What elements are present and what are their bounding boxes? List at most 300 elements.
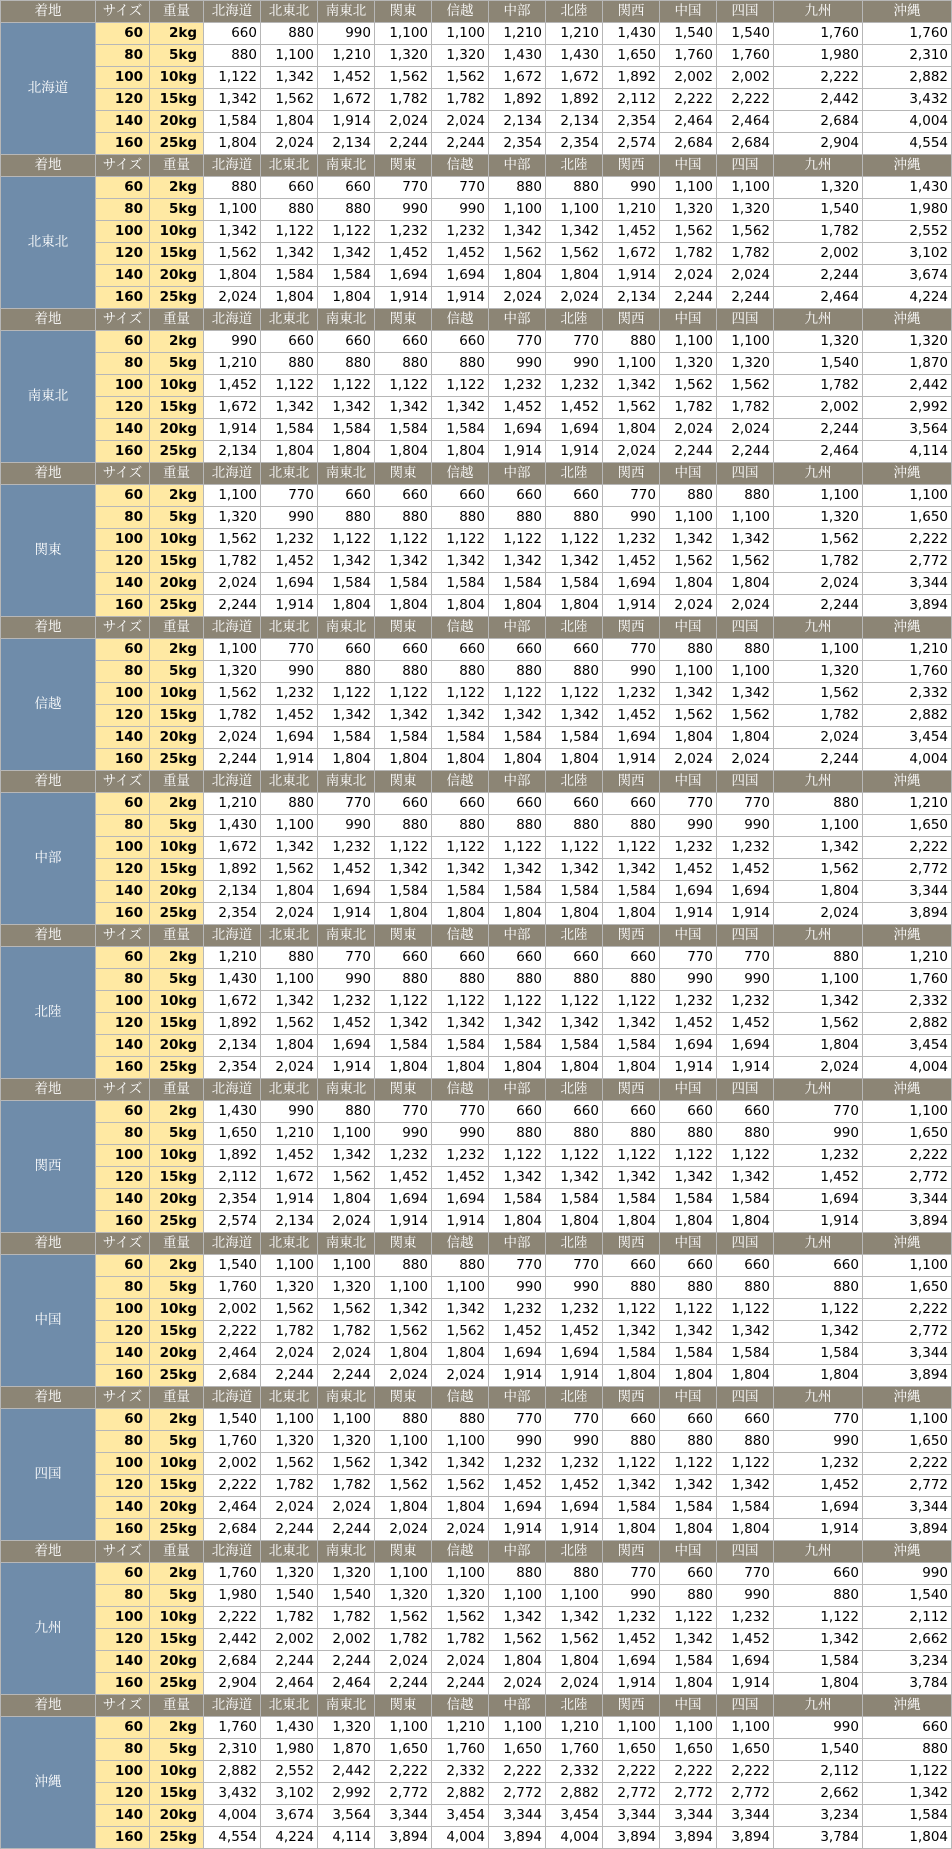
rate-cell: 1,342 (660, 1475, 717, 1497)
rate-cell: 660 (261, 331, 318, 353)
header-region: 北海道 (204, 771, 261, 793)
rate-cell: 880 (318, 353, 375, 375)
rate-cell: 2,464 (717, 111, 774, 133)
header-region: 沖縄 (863, 771, 952, 793)
weight-cell: 25kg (150, 1057, 204, 1079)
rate-cell: 1,782 (717, 397, 774, 419)
rate-cell: 1,122 (489, 991, 546, 1013)
rate-cell: 2,992 (318, 1783, 375, 1805)
rate-cell: 1,584 (375, 573, 432, 595)
rate-cell: 1,562 (318, 1453, 375, 1475)
rate-cell: 1,342 (375, 1453, 432, 1475)
header-region: 信越 (432, 925, 489, 947)
rate-cell: 1,562 (660, 551, 717, 573)
header-region: 四国 (717, 463, 774, 485)
rate-cell: 880 (432, 353, 489, 375)
size-cell: 120 (96, 1167, 150, 1189)
rate-cell: 880 (717, 639, 774, 661)
rate-cell: 1,342 (432, 859, 489, 881)
weight-cell: 2kg (150, 177, 204, 199)
rate-cell: 1,562 (717, 221, 774, 243)
rate-cell: 1,320 (863, 331, 952, 353)
rate-cell: 1,100 (660, 177, 717, 199)
rate-cell: 3,344 (863, 573, 952, 595)
header-region: 中部 (489, 1, 546, 23)
rate-cell: 1,870 (318, 1739, 375, 1761)
rate-cell: 1,584 (489, 573, 546, 595)
rate-cell: 1,804 (375, 595, 432, 617)
rate-cell: 1,452 (261, 705, 318, 727)
rate-cell: 1,232 (774, 1145, 863, 1167)
rate-cell: 1,320 (660, 199, 717, 221)
rate-cell: 1,342 (204, 221, 261, 243)
rate-cell: 660 (432, 639, 489, 661)
table-row (1, 1607, 952, 1629)
rate-cell: 1,122 (660, 1607, 717, 1629)
rate-cell: 2,222 (863, 529, 952, 551)
rate-cell: 1,100 (774, 815, 863, 837)
rate-cell: 2,244 (318, 1519, 375, 1541)
header-region: 北陸 (546, 1387, 603, 1409)
rate-cell: 770 (603, 485, 660, 507)
rate-cell: 1,672 (489, 67, 546, 89)
rate-cell: 1,914 (489, 1365, 546, 1387)
rate-cell: 4,004 (204, 1805, 261, 1827)
size-cell: 80 (96, 969, 150, 991)
rate-cell: 1,452 (375, 1167, 432, 1189)
rate-cell: 1,694 (603, 1651, 660, 1673)
size-cell: 60 (96, 177, 150, 199)
weight-cell: 2kg (150, 1563, 204, 1585)
rate-cell: 1,804 (318, 287, 375, 309)
table-row (1, 573, 952, 595)
rate-cell: 1,232 (489, 1453, 546, 1475)
table-row (1, 1651, 952, 1673)
rate-cell: 1,122 (603, 837, 660, 859)
rate-cell: 4,004 (863, 111, 952, 133)
rate-cell: 990 (375, 1123, 432, 1145)
header-region: 北陸 (546, 925, 603, 947)
weight-cell: 20kg (150, 1651, 204, 1673)
header-weight: 重量 (150, 309, 204, 331)
rate-cell: 2,222 (863, 1299, 952, 1321)
rate-cell: 2,222 (204, 1607, 261, 1629)
header-region: 関西 (603, 617, 660, 639)
rate-cell: 1,562 (375, 1475, 432, 1497)
rate-cell: 1,804 (432, 903, 489, 925)
rate-cell: 2,684 (717, 133, 774, 155)
rate-cell: 880 (489, 661, 546, 683)
rate-cell: 1,804 (432, 1497, 489, 1519)
rate-cell: 2,904 (204, 1673, 261, 1695)
rate-cell: 1,584 (204, 111, 261, 133)
header-size: サイズ (96, 925, 150, 947)
rate-cell: 1,122 (717, 1145, 774, 1167)
header-size: サイズ (96, 155, 150, 177)
rate-cell: 2,354 (546, 133, 603, 155)
header-region: 信越 (432, 1695, 489, 1717)
rate-cell: 1,430 (204, 969, 261, 991)
rate-cell: 1,694 (318, 881, 375, 903)
rate-cell: 660 (489, 1101, 546, 1123)
rate-cell: 2,024 (375, 1651, 432, 1673)
rate-cell: 2,882 (863, 67, 952, 89)
rate-cell: 1,804 (774, 1035, 863, 1057)
rate-cell: 770 (318, 793, 375, 815)
rate-cell: 2,464 (318, 1673, 375, 1695)
rate-cell: 1,804 (489, 265, 546, 287)
rate-cell: 1,210 (204, 353, 261, 375)
header-region: 関東 (375, 617, 432, 639)
rate-cell: 1,562 (432, 67, 489, 89)
rate-cell: 1,914 (774, 1211, 863, 1233)
rate-cell: 1,914 (546, 1519, 603, 1541)
header-weight: 重量 (150, 1695, 204, 1717)
header-region: 関西 (603, 1695, 660, 1717)
rate-cell: 1,804 (546, 1057, 603, 1079)
rate-cell: 1,562 (717, 375, 774, 397)
table-row (1, 133, 952, 155)
header-weight: 重量 (150, 1233, 204, 1255)
rate-cell: 1,100 (774, 969, 863, 991)
rate-cell: 660 (489, 639, 546, 661)
rate-cell: 1,914 (261, 749, 318, 771)
rate-cell: 1,320 (717, 353, 774, 375)
rate-cell: 1,122 (375, 991, 432, 1013)
table-row (1, 353, 952, 375)
rate-cell: 1,122 (489, 837, 546, 859)
header-region: 関西 (603, 1233, 660, 1255)
header-region: 沖縄 (863, 155, 952, 177)
rate-cell: 1,342 (546, 221, 603, 243)
block-header-row (1, 617, 952, 639)
table-row (1, 1101, 952, 1123)
rate-cell: 2,772 (863, 551, 952, 573)
rate-cell: 1,584 (660, 1497, 717, 1519)
rate-cell: 1,650 (660, 1739, 717, 1761)
rate-cell: 1,342 (489, 1013, 546, 1035)
table-row (1, 903, 952, 925)
table-row (1, 1057, 952, 1079)
rate-cell: 2,024 (774, 727, 863, 749)
rate-cell: 880 (432, 507, 489, 529)
size-cell: 120 (96, 859, 150, 881)
rate-cell: 2,244 (717, 287, 774, 309)
rate-cell: 1,100 (375, 1277, 432, 1299)
header-region: 南東北 (318, 771, 375, 793)
rate-cell: 1,650 (603, 45, 660, 67)
table-row (1, 1761, 952, 1783)
rate-cell: 1,804 (489, 1651, 546, 1673)
rate-cell: 2,134 (204, 441, 261, 463)
rate-cell: 2,222 (375, 1761, 432, 1783)
rate-cell: 1,320 (660, 353, 717, 375)
weight-cell: 25kg (150, 133, 204, 155)
table-row (1, 1497, 952, 1519)
header-origin: 着地 (1, 309, 96, 331)
header-region: 信越 (432, 1079, 489, 1101)
rate-cell: 1,694 (489, 1343, 546, 1365)
rate-cell: 1,100 (204, 639, 261, 661)
rate-cell: 3,344 (863, 1497, 952, 1519)
size-cell: 100 (96, 1453, 150, 1475)
rate-cell: 1,100 (717, 1717, 774, 1739)
rate-cell: 1,232 (318, 991, 375, 1013)
rate-cell: 2,244 (261, 1651, 318, 1673)
rate-cell: 1,760 (546, 1739, 603, 1761)
header-region: 信越 (432, 771, 489, 793)
header-region: 北海道 (204, 1387, 261, 1409)
rate-cell: 1,914 (375, 1211, 432, 1233)
header-region: 九州 (774, 925, 863, 947)
rate-cell: 1,694 (603, 573, 660, 595)
rate-cell: 1,782 (774, 551, 863, 573)
rate-cell: 1,584 (375, 1035, 432, 1057)
rate-cell: 1,342 (489, 1607, 546, 1629)
header-region: 北東北 (261, 1233, 318, 1255)
header-origin: 着地 (1, 155, 96, 177)
rate-cell: 990 (774, 1123, 863, 1145)
rate-cell: 1,452 (546, 397, 603, 419)
size-cell: 100 (96, 221, 150, 243)
header-region: 南東北 (318, 1, 375, 23)
rate-cell: 1,232 (546, 1453, 603, 1475)
rate-cell: 1,782 (774, 705, 863, 727)
size-cell: 160 (96, 441, 150, 463)
rate-cell: 3,894 (863, 1519, 952, 1541)
rate-cell: 880 (546, 507, 603, 529)
size-cell: 120 (96, 1475, 150, 1497)
size-cell: 80 (96, 1739, 150, 1761)
rate-cell: 660 (489, 793, 546, 815)
rate-cell: 1,782 (774, 221, 863, 243)
weight-cell: 25kg (150, 749, 204, 771)
rate-cell: 2,464 (660, 111, 717, 133)
weight-cell: 5kg (150, 45, 204, 67)
weight-cell: 10kg (150, 1453, 204, 1475)
rate-cell: 1,210 (204, 947, 261, 969)
header-origin: 着地 (1, 1, 96, 23)
rate-cell: 2,002 (204, 1453, 261, 1475)
rate-cell: 880 (432, 661, 489, 683)
rate-cell: 2,024 (204, 287, 261, 309)
weight-cell: 15kg (150, 397, 204, 419)
weight-cell: 5kg (150, 353, 204, 375)
rate-cell: 880 (660, 639, 717, 661)
rate-cell: 660 (774, 1563, 863, 1585)
weight-cell: 10kg (150, 67, 204, 89)
rate-cell: 1,914 (489, 1519, 546, 1541)
rate-cell: 1,870 (863, 353, 952, 375)
size-cell: 80 (96, 661, 150, 683)
rate-cell: 880 (318, 661, 375, 683)
rate-cell: 1,782 (318, 1607, 375, 1629)
rate-cell: 1,562 (261, 1453, 318, 1475)
rate-cell: 1,122 (432, 683, 489, 705)
header-region: 南東北 (318, 617, 375, 639)
rate-cell: 1,694 (546, 1497, 603, 1519)
rate-cell: 1,210 (432, 1717, 489, 1739)
rate-cell: 1,452 (546, 1475, 603, 1497)
rate-cell: 1,782 (432, 1629, 489, 1651)
rate-cell: 2,244 (204, 749, 261, 771)
header-weight: 重量 (150, 1079, 204, 1101)
rate-cell: 1,320 (432, 45, 489, 67)
rate-cell: 660 (375, 947, 432, 969)
rate-cell: 1,122 (546, 991, 603, 1013)
rate-cell: 880 (489, 969, 546, 991)
weight-cell: 15kg (150, 1783, 204, 1805)
header-region: 中国 (660, 1079, 717, 1101)
header-region: 中部 (489, 1233, 546, 1255)
header-weight: 重量 (150, 617, 204, 639)
weight-cell: 15kg (150, 89, 204, 111)
rate-cell: 1,342 (660, 683, 717, 705)
header-weight: 重量 (150, 1387, 204, 1409)
rate-cell: 2,024 (375, 111, 432, 133)
rate-cell: 2,882 (546, 1783, 603, 1805)
size-cell: 100 (96, 991, 150, 1013)
weight-cell: 2kg (150, 331, 204, 353)
rate-cell: 1,804 (603, 1519, 660, 1541)
rate-cell: 990 (660, 815, 717, 837)
rate-cell: 1,584 (603, 1189, 660, 1211)
rate-cell: 1,100 (489, 199, 546, 221)
rate-cell: 2,332 (863, 683, 952, 705)
rate-cell: 1,342 (717, 529, 774, 551)
rate-cell: 1,232 (603, 529, 660, 551)
rate-cell: 2,024 (603, 441, 660, 463)
rate-cell: 660 (603, 1101, 660, 1123)
rate-cell: 1,452 (603, 551, 660, 573)
header-region: 中部 (489, 1695, 546, 1717)
rate-cell: 2,134 (261, 1211, 318, 1233)
rate-cell: 4,114 (318, 1827, 375, 1849)
rate-cell: 880 (204, 177, 261, 199)
rate-cell: 1,100 (774, 485, 863, 507)
rate-cell: 990 (261, 507, 318, 529)
header-size: サイズ (96, 1695, 150, 1717)
rate-cell: 2,134 (204, 881, 261, 903)
rate-cell: 2,332 (546, 1761, 603, 1783)
rate-cell: 1,562 (546, 243, 603, 265)
rate-cell: 1,320 (261, 1277, 318, 1299)
block-header-row (1, 1541, 952, 1563)
table-row (1, 551, 952, 573)
rate-cell: 1,562 (318, 1299, 375, 1321)
rate-cell: 2,244 (774, 265, 863, 287)
rate-cell: 1,760 (863, 969, 952, 991)
rate-cell: 1,342 (375, 1013, 432, 1035)
size-cell: 80 (96, 815, 150, 837)
header-region: 九州 (774, 1233, 863, 1255)
header-region: 北東北 (261, 1079, 318, 1101)
rate-cell: 1,562 (603, 397, 660, 419)
size-cell: 160 (96, 595, 150, 617)
header-region: 沖縄 (863, 1695, 952, 1717)
rate-cell: 1,430 (489, 45, 546, 67)
rate-cell: 1,232 (603, 683, 660, 705)
rate-cell: 1,100 (863, 1255, 952, 1277)
rate-cell: 770 (489, 1409, 546, 1431)
rate-cell: 1,804 (261, 111, 318, 133)
rate-cell: 1,100 (660, 331, 717, 353)
rate-cell: 1,320 (774, 507, 863, 529)
header-region: 四国 (717, 1079, 774, 1101)
table-row (1, 375, 952, 397)
table-row (1, 1717, 952, 1739)
table-row (1, 1585, 952, 1607)
rate-cell: 2,222 (603, 1761, 660, 1783)
rate-cell: 1,430 (603, 23, 660, 45)
rate-cell: 990 (603, 177, 660, 199)
rate-cell: 2,464 (774, 441, 863, 463)
rate-cell: 1,760 (204, 1277, 261, 1299)
rate-cell: 1,694 (546, 419, 603, 441)
rate-cell: 2,354 (204, 1189, 261, 1211)
rate-cell: 1,342 (717, 683, 774, 705)
rate-cell: 1,584 (432, 727, 489, 749)
rate-cell: 3,894 (863, 1211, 952, 1233)
rate-cell: 3,454 (432, 1805, 489, 1827)
size-cell: 120 (96, 705, 150, 727)
rate-cell: 1,100 (603, 353, 660, 375)
rate-cell: 1,914 (204, 419, 261, 441)
size-cell: 60 (96, 331, 150, 353)
table-row (1, 991, 952, 1013)
size-cell: 60 (96, 793, 150, 815)
table-row (1, 1409, 952, 1431)
rate-cell: 2,354 (603, 111, 660, 133)
rate-cell: 2,882 (863, 1013, 952, 1035)
rate-cell: 1,100 (489, 1717, 546, 1739)
header-region: 沖縄 (863, 1079, 952, 1101)
rate-cell: 2,442 (774, 89, 863, 111)
rate-cell: 1,122 (432, 991, 489, 1013)
rate-cell: 1,804 (774, 1365, 863, 1387)
rate-cell: 1,342 (489, 705, 546, 727)
rate-cell: 2,112 (774, 1761, 863, 1783)
rate-cell: 1,584 (774, 1343, 863, 1365)
rate-cell: 2,002 (318, 1629, 375, 1651)
rate-cell: 1,210 (204, 793, 261, 815)
rate-cell: 770 (489, 1255, 546, 1277)
header-region: 関東 (375, 309, 432, 331)
rate-cell: 1,452 (489, 397, 546, 419)
weight-cell: 10kg (150, 683, 204, 705)
header-region: 関西 (603, 1387, 660, 1409)
header-region: 信越 (432, 1387, 489, 1409)
size-cell: 100 (96, 1299, 150, 1321)
rate-cell: 1,804 (375, 1057, 432, 1079)
header-region: 北東北 (261, 155, 318, 177)
header-region: 中国 (660, 1541, 717, 1563)
rate-cell: 660 (546, 793, 603, 815)
rate-cell: 2,684 (774, 111, 863, 133)
rate-cell: 2,002 (774, 243, 863, 265)
rate-cell: 1,584 (489, 1035, 546, 1057)
rate-cell: 2,772 (863, 1321, 952, 1343)
rate-cell: 660 (603, 793, 660, 815)
table-row (1, 1145, 952, 1167)
rate-cell: 1,540 (863, 1585, 952, 1607)
header-region: 九州 (774, 771, 863, 793)
rate-cell: 1,342 (774, 991, 863, 1013)
rate-cell: 880 (261, 793, 318, 815)
table-row (1, 859, 952, 881)
table-row (1, 1299, 952, 1321)
rate-cell: 1,914 (261, 1189, 318, 1211)
